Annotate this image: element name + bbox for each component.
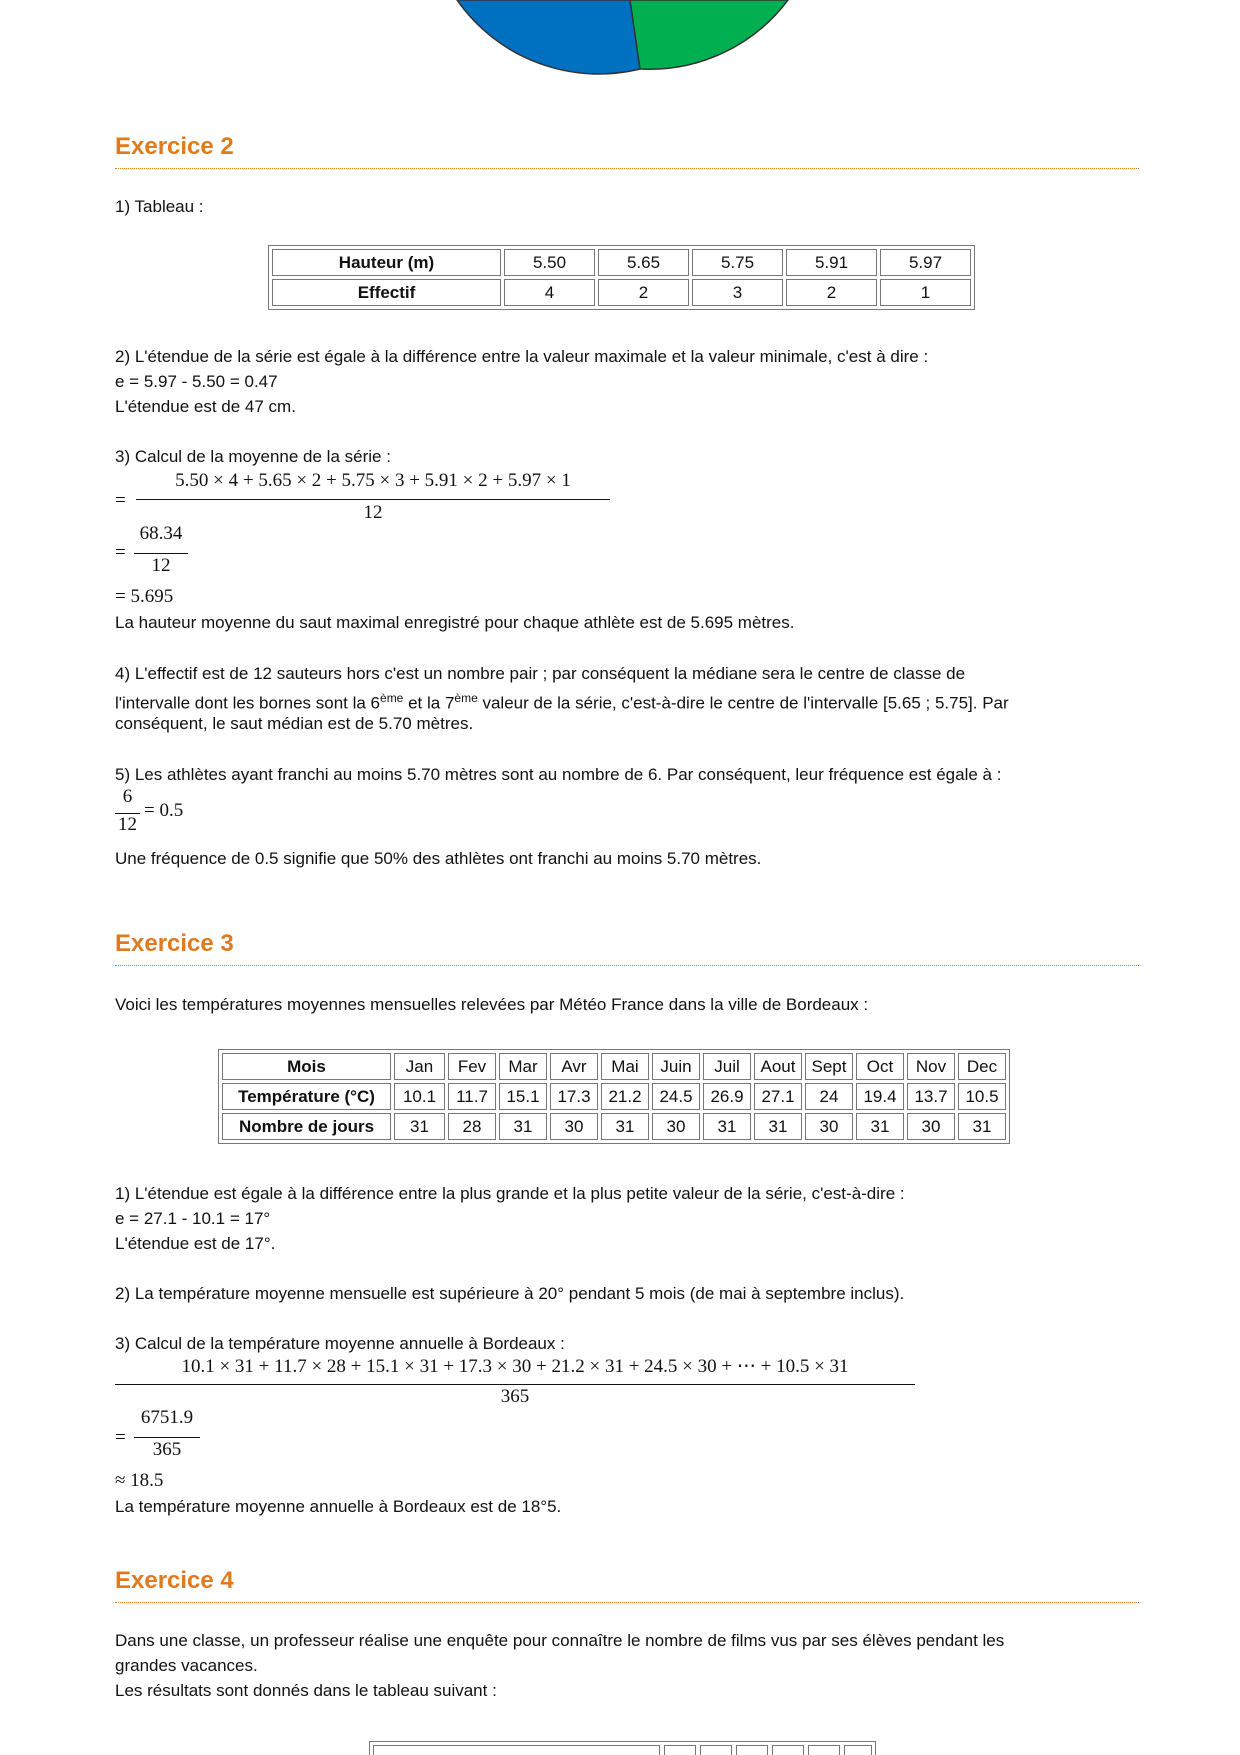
equals-sign: =	[115, 1427, 126, 1448]
table-cell: 31	[856, 1113, 904, 1140]
ex4-intro-line-1: Dans une classe, un professeur réalise une enquête pour connaître le nombre de films vus par ses élèves pendant les	[115, 1631, 1005, 1650]
table-cell: Juil	[703, 1053, 751, 1080]
table-cell: 13.7	[907, 1083, 955, 1110]
table-cell: 2	[786, 279, 877, 306]
table-cell: 2	[598, 279, 689, 306]
mean-numerator: 5.50 × 4 + 5.65 × 2 + 5.75 × 3 + 5.91 × 2 + 5.97 × 1	[175, 470, 571, 491]
table-row	[272, 279, 971, 306]
table-cell: Hauteur (m)	[272, 249, 501, 276]
pie-slice-green	[630, 0, 788, 69]
table-cell: 30	[805, 1113, 853, 1140]
table-cell: 30	[652, 1113, 700, 1140]
table-cell: 19.4	[856, 1083, 904, 1110]
table-cell: 11.7	[448, 1083, 496, 1110]
pie-chart-fragment	[400, 0, 820, 80]
table-cell: 15.1	[499, 1083, 547, 1110]
table-cell: 24.5	[652, 1083, 700, 1110]
pie-slice-blue	[457, 0, 640, 74]
text-fragment: valeur de la série, c'est-à-dire le centre de l'intervalle [5.65 ; 5.75]. Par	[477, 693, 1009, 713]
ex3-question-1: 1) L'étendue est égale à la différence entre la plus grande et la plus petite valeur de la série, c'est-à-dire :	[115, 1184, 905, 1203]
table-cell: Température (°C)	[222, 1083, 391, 1110]
annual-mean-result: ≈ 18.5	[115, 1470, 164, 1491]
frequency-result: = 0.5	[144, 800, 184, 821]
superscript: ème	[380, 691, 404, 705]
mean-denominator-value: 12	[151, 555, 171, 576]
table-cell: 4	[504, 279, 595, 306]
ex2-range-result: L'étendue est de 47 cm.	[115, 397, 296, 416]
table-cell: 3	[692, 279, 783, 306]
frequency-denominator: 12	[118, 814, 137, 835]
table-cell: 28	[448, 1113, 496, 1140]
ex2-range-formula: e = 5.97 - 5.50 = 0.47	[115, 372, 278, 391]
table-cell: 1	[880, 279, 971, 306]
table-cell: Mois	[222, 1053, 391, 1080]
ex3-temperature-table	[218, 1049, 1010, 1144]
exercise-3-title: Exercice 3	[115, 927, 1139, 966]
mean-result: = 5.695	[115, 586, 174, 607]
ex2-height-table	[268, 245, 975, 310]
ex3-question-2: 2) La température moyenne mensuelle est supérieure à 20° pendant 5 mois (de mai à septembre inclus).	[115, 1284, 905, 1303]
table-cell: Mai	[601, 1053, 649, 1080]
fraction-bar	[134, 1437, 200, 1438]
table-cell: 30	[550, 1113, 598, 1140]
annual-mean-denominator: 365	[500, 1386, 530, 1407]
text-fragment: l'intervalle dont les bornes sont la 6	[115, 693, 381, 713]
table-cell: 31	[958, 1113, 1006, 1140]
mean-numerator-value: 68.34	[139, 523, 183, 544]
table-cell: Nombre de jours	[222, 1113, 391, 1140]
table-cell: Mar	[499, 1053, 547, 1080]
table-cell: 5.97	[880, 249, 971, 276]
table-row	[272, 249, 971, 276]
ex2-question-5: 5) Les athlètes ayant franchi au moins 5.70 mètres sont au nombre de 6. Par conséquent, leur fréquence est égale à :	[115, 765, 1002, 784]
table-cell: 31	[754, 1113, 802, 1140]
ex2-question-1: 1) Tableau :	[115, 197, 204, 216]
equals-sign: =	[115, 542, 126, 563]
ex4-intro-line-3: Les résultats sont donnés dans le tableau suivant :	[115, 1681, 497, 1700]
table-cell: Jan	[394, 1053, 445, 1080]
ex2-question-4-line-3: conséquent, le saut médian est de 5.70 mètres.	[115, 714, 474, 733]
superscript: ème	[454, 691, 478, 705]
table-cell: 31	[703, 1113, 751, 1140]
ex2-frequency-conclusion: Une fréquence de 0.5 signifie que 50% des athlètes ont franchi au moins 5.70 mètres.	[115, 849, 762, 868]
table-cell: 26.9	[703, 1083, 751, 1110]
ex4-intro-line-2: grandes vacances.	[115, 1656, 258, 1675]
table-row	[222, 1053, 1006, 1080]
table-cell: Aout	[754, 1053, 802, 1080]
exercise-4-title: Exercice 4	[115, 1564, 1139, 1603]
ex3-mean-conclusion: La température moyenne annuelle à Bordeaux est de 18°5.	[115, 1497, 562, 1516]
ex2-question-2: 2) L'étendue de la série est égale à la différence entre la valeur maximale et la valeur minimale, c'est à dire :	[115, 347, 929, 366]
table-cell: 31	[601, 1113, 649, 1140]
annual-mean-numerator-value: 6751.9	[140, 1407, 194, 1428]
ex4-table-fragment	[369, 1741, 876, 1755]
fraction-bar	[134, 553, 188, 554]
table-cell: 5.50	[504, 249, 595, 276]
table-cell: Avr	[550, 1053, 598, 1080]
table-cell: Sept	[805, 1053, 853, 1080]
table-cell: 10.1	[394, 1083, 445, 1110]
table-cell: Fev	[448, 1053, 496, 1080]
ex3-range-result: L'étendue est de 17°.	[115, 1234, 276, 1253]
ex2-question-4-line-1: 4) L'effectif est de 12 sauteurs hors c'est un nombre pair ; par conséquent la médiane sera le centre de classe de	[115, 664, 966, 683]
ex3-range-formula: e = 27.1 - 10.1 = 17°	[115, 1209, 271, 1228]
table-cell: Effectif	[272, 279, 501, 306]
exercise-2-title: Exercice 2	[115, 130, 1139, 169]
table-cell: 24	[805, 1083, 853, 1110]
fraction-bar	[115, 1384, 915, 1385]
table-cell: 30	[907, 1113, 955, 1140]
frequency-numerator: 6	[122, 786, 133, 807]
ex3-question-3: 3) Calcul de la température moyenne annuelle à Bordeaux :	[115, 1334, 565, 1353]
table-cell: 5.91	[786, 249, 877, 276]
table-cell: Nov	[907, 1053, 955, 1080]
table-cell: 31	[499, 1113, 547, 1140]
annual-mean-denominator-value: 365	[152, 1439, 182, 1460]
fraction-bar	[136, 499, 610, 500]
table-row	[222, 1083, 1006, 1110]
table-row	[222, 1113, 1006, 1140]
table-cell: Juin	[652, 1053, 700, 1080]
table-cell: Dec	[958, 1053, 1006, 1080]
table-cell: 27.1	[754, 1083, 802, 1110]
equals-sign: =	[115, 490, 126, 511]
table-cell: Oct	[856, 1053, 904, 1080]
ex3-intro: Voici les températures moyennes mensuelles relevées par Météo France dans la ville de Bordeaux :	[115, 995, 869, 1014]
table-cell: 10.5	[958, 1083, 1006, 1110]
mean-denominator: 12	[363, 502, 383, 523]
ex2-mean-conclusion: La hauteur moyenne du saut maximal enregistré pour chaque athlète est de 5.695 mètres.	[115, 613, 795, 632]
table-cell: 17.3	[550, 1083, 598, 1110]
table-cell: 5.65	[598, 249, 689, 276]
annual-mean-numerator: 10.1 × 31 + 11.7 × 28 + 15.1 × 31 + 17.3 × 30 + 21.2 × 31 + 24.5 × 30 + ⋯ + 10.5 × 31	[181, 1356, 849, 1377]
table-cell: 21.2	[601, 1083, 649, 1110]
table-cell: 5.75	[692, 249, 783, 276]
text-fragment: et la 7	[403, 693, 455, 713]
ex2-question-3: 3) Calcul de la moyenne de la série :	[115, 447, 391, 466]
table-cell: 31	[394, 1113, 445, 1140]
